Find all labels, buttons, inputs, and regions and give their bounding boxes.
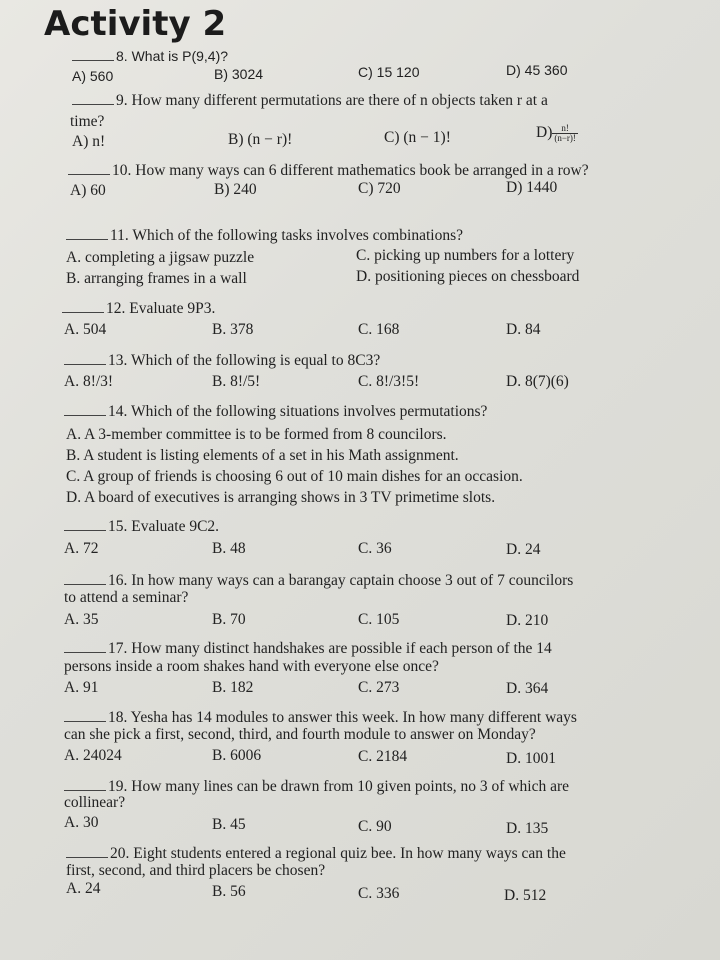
question-stem: 16. In how many ways can a barangay captain choose 3 out of 7 councilors: [108, 572, 574, 589]
option-c: C. 36: [358, 540, 392, 557]
option-a: A. 24: [66, 880, 101, 897]
option-a: A. 30: [64, 814, 99, 831]
option-c: C. 168: [358, 321, 400, 338]
question-stem: 12. Evaluate 9P3.: [106, 300, 216, 317]
option-a: A. 91: [64, 679, 99, 696]
option-b: B. arranging frames in a wall: [66, 270, 247, 287]
option-b: B. A student is listing elements of a set in his Math assignment.: [66, 447, 459, 464]
question-stem: 18. Yesha has 14 modules to answer this week. In how many different ways: [108, 709, 577, 726]
question-continuation: persons inside a room shakes hand with everyone else once?: [64, 658, 439, 675]
question-stem: 19. How many lines can be drawn from 10 given points, no 3 of which are: [108, 778, 570, 795]
option-b: B) 3024: [214, 66, 264, 82]
question-continuation: first, second, and third placers be chosen?: [66, 862, 326, 879]
option-d: D. 8(7)(6): [506, 373, 569, 390]
option-a: A. 504: [64, 321, 107, 338]
option-b: B. 182: [212, 679, 254, 696]
option-b: B. 378: [212, 321, 254, 338]
option-a: A. 72: [64, 540, 99, 557]
option-b: B. 48: [212, 540, 246, 557]
option-d: D. A board of executives is arranging shows in 3 TV primetime slots.: [66, 489, 496, 506]
option-d: D. 24: [506, 541, 541, 558]
option-c: C. A group of friends is choosing 6 out of 10 main dishes for an occasion.: [66, 468, 523, 485]
option-b: B. 45: [212, 816, 246, 833]
option-a: A. 24024: [64, 747, 122, 764]
option-c: C. 90: [358, 818, 392, 835]
question-continuation: time?: [70, 113, 105, 130]
option-b: B. 56: [212, 883, 246, 900]
option-b: B) 240: [214, 181, 257, 198]
question-continuation: collinear?: [64, 794, 126, 811]
option-c: C. 8!/3!5!: [358, 373, 420, 390]
option-a: A) 60: [70, 182, 106, 199]
option-d: D. 210: [506, 612, 549, 629]
option-c: C. 336: [358, 885, 400, 902]
question-stem: 9. How many different permutations are there of n objects taken r at a: [116, 92, 548, 109]
question-stem: 14. Which of the following situations involves permutations?: [108, 403, 488, 420]
option-d: D. positioning pieces on chessboard: [356, 268, 580, 285]
option-d: D) $\frac{n!}{(n-r)!}$: [536, 123, 576, 143]
question-continuation: to attend a seminar?: [64, 589, 189, 606]
option-a: A. 35: [64, 611, 99, 628]
question-stem: 10. How many ways can 6 different mathematics book be arranged in a row?: [112, 162, 589, 179]
question-stem: 11. Which of the following tasks involves combinations?: [110, 227, 464, 244]
option-b: B) (n − r)!: [228, 131, 293, 148]
page-title: Activity 2: [44, 4, 227, 44]
option-c: C. 273: [358, 679, 400, 696]
option-a: A. 8!/3!: [64, 373, 114, 390]
option-c: C) (n − 1)!: [384, 129, 451, 146]
option-d: D. 135: [506, 820, 549, 837]
option-c: C. 2184: [358, 748, 408, 765]
option-c: C. 105: [358, 611, 400, 628]
option-b: B. 8!/5!: [212, 373, 261, 390]
option-a: A. completing a jigsaw puzzle: [66, 249, 255, 266]
question-stem: 17. How many distinct handshakes are possible if each person of the 14: [108, 640, 552, 657]
option-d: D. 512: [504, 887, 547, 904]
option-a: A. A 3-member committee is to be formed from 8 councilors.: [66, 426, 447, 443]
option-d: D. 364: [506, 680, 549, 697]
option-d: D) 1440: [506, 179, 558, 196]
option-a: A) 560: [72, 68, 114, 84]
option-b: B. 70: [212, 611, 246, 628]
question-stem: 8. What is P(9,4)?: [116, 48, 229, 64]
option-d: D. 84: [506, 321, 541, 338]
question-stem: 20. Eight students entered a regional quiz bee. In how many ways can the: [110, 845, 566, 862]
option-c: C) 15 120: [358, 64, 420, 80]
option-c: C. picking up numbers for a lottery: [356, 247, 575, 264]
question-continuation: can she pick a first, second, third, and fourth module to answer on Monday?: [64, 726, 536, 743]
option-d: D) 45 360: [506, 62, 568, 78]
fraction: $\frac{n!}{(n-r)!}$: [554, 123, 576, 143]
option-b: B. 6006: [212, 747, 262, 764]
question-stem: 15. Evaluate 9C2.: [108, 518, 220, 535]
option-d: D. 1001: [506, 750, 556, 767]
option-c: C) 720: [358, 180, 401, 197]
option-a: A) n!: [72, 133, 106, 150]
question-stem: 13. Which of the following is equal to 8C3?: [108, 352, 381, 369]
